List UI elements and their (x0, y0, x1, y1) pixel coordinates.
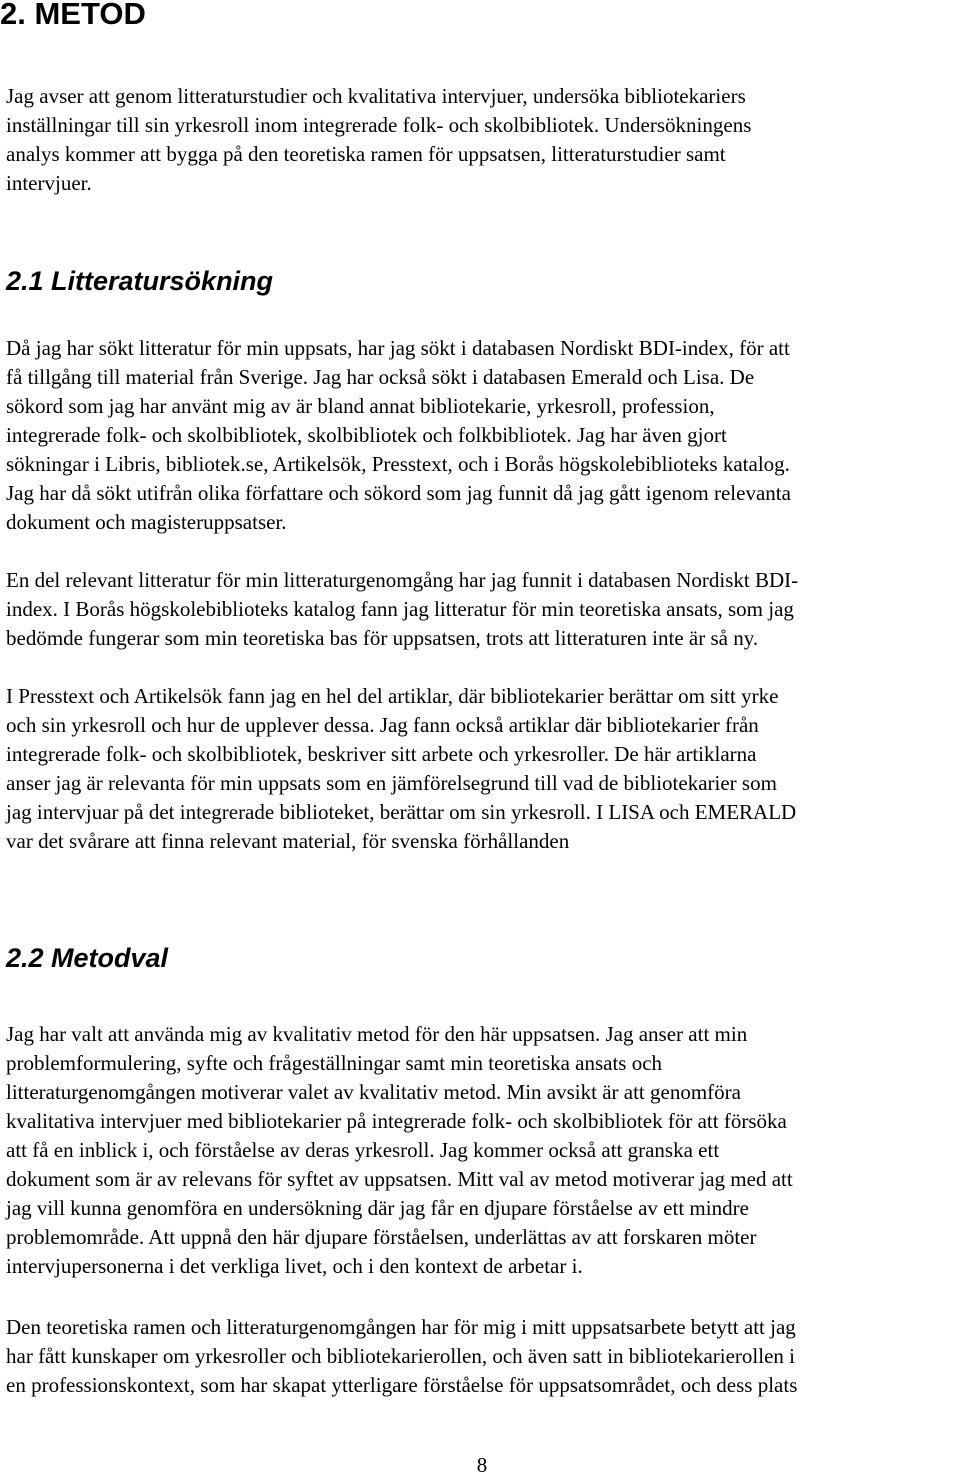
text-line: inställningar till sin yrkesroll inom integrerade folk- och skolbibliotek. Undersökningens (6, 113, 752, 137)
section-heading-litteratursokning: 2.1 Litteratursökning (6, 266, 274, 296)
text-line: intervjupersonerna i det verkliga livet, och i den kontext de arbetar i. (6, 1254, 583, 1278)
text-line: en professionskontext, som har skapat ytterligare förståelse för uppsatsområdet, och dess plats (6, 1373, 798, 1397)
section-1-paragraph-1 (6, 334, 958, 537)
text-line: litteraturgenomgången motiverar valet av kvalitativ metod. Min avsikt är att genomföra (6, 1080, 741, 1104)
text-line: problemformulering, syfte och frågeställningar samt min teoretiska ansats och (6, 1051, 663, 1075)
text-line: dokument som är av relevans för syftet av uppsatsen. Mitt val av metod motiverar jag med att (6, 1167, 793, 1191)
text-line: intervjuer. (6, 171, 92, 195)
text-line: kvalitativa intervjuer med bibliotekarier på integrerade folk- och skolbibliotek för att försöka (6, 1109, 787, 1133)
text-line: bedömde fungerar som min teoretiska bas för uppsatsen, trots att litteraturen inte är så ny. (6, 626, 759, 650)
text-line: har fått kunskaper om yrkesroller och bibliotekarierollen, och även satt in bibliotekarierollen i (6, 1344, 795, 1368)
text-line: Jag avser att genom litteraturstudier och kvalitativa intervjuer, undersöka bibliotekariers (6, 84, 746, 108)
text-line: få tillgång till material från Sverige. Jag har också sökt i databasen Emerald och Lisa. De (6, 365, 755, 389)
chapter-heading: 2. METOD (0, 0, 146, 31)
section-heading-metodval: 2.2 Metodval (6, 943, 169, 973)
text-line: integrerade folk- och skolbibliotek, skolbibliotek och folkbibliotek. Jag har även gjort (6, 423, 727, 447)
text-line: jag intervjuar på det integrerade biblioteket, berättar om sin yrkesroll. I LISA och EMERALD (6, 800, 797, 824)
text-line: jag vill kunna genomföra en undersökning där jag får en djupare förståelse av ett mindre (6, 1196, 749, 1220)
text-line: analys kommer att bygga på den teoretiska ramen för uppsatsen, litteraturstudier samt (6, 142, 726, 166)
section-2-paragraph-1 (6, 1020, 958, 1281)
text-line: En del relevant litteratur för min litteraturgenomgång har jag funnit i databasen Nordiskt BDI- (6, 568, 799, 592)
text-line: problemområde. Att uppnå den här djupare förståelsen, underlättas av att forskaren möter (6, 1225, 757, 1249)
text-line: sökord som jag har använt mig av är bland annat bibliotekarie, yrkesroll, profession, (6, 394, 715, 418)
text-line: Då jag har sökt litteratur för min uppsats, har jag sökt i databasen Nordiskt BDI-index, för att (6, 336, 790, 360)
text-line: var det svårare att finna relevant material, för svenska förhållanden (6, 829, 570, 853)
text-line: anser jag är relevanta för min uppsats som en jämförelsegrund till vad de bibliotekarier som (6, 771, 777, 795)
intro-paragraph (6, 82, 958, 198)
text-line: sökningar i Libris, bibliotek.se, Artikelsök, Presstext, och i Borås högskolebiblioteks katalog. (6, 452, 790, 476)
page-number: 8 (476, 1453, 488, 1477)
text-line: och sin yrkesroll och hur de upplever dessa. Jag fann också artiklar där bibliotekarier från (6, 713, 759, 737)
text-line: index. I Borås högskolebiblioteks katalog fann jag litteratur för min teoretiska ansats, som jag (6, 597, 794, 621)
text-line: Jag har då sökt utifrån olika författare och sökord som jag funnit då jag gått igenom relevanta (6, 481, 791, 505)
text-line: integrerade folk- och skolbibliotek, beskriver sitt arbete och yrkesroller. De här artiklarna (6, 742, 757, 766)
text-line: Jag har valt att använda mig av kvalitativ metod för den här uppsatsen. Jag anser att min (6, 1022, 748, 1046)
section-2-paragraph-2 (6, 1313, 958, 1400)
text-line: dokument och magisteruppsatser. (6, 510, 287, 534)
section-1-paragraph-2 (6, 566, 958, 653)
text-line: att få en inblick i, och förståelse av deras yrkesroll. Jag kommer också att granska ett (6, 1138, 720, 1162)
section-1-paragraph-3 (6, 682, 958, 856)
text-line: Den teoretiska ramen och litteraturgenomgången har för mig i mitt uppsatsarbete betytt att jag (6, 1315, 796, 1339)
text-line: I Presstext och Artikelsök fann jag en hel del artiklar, där bibliotekarier berättar om sitt yrke (6, 684, 779, 708)
